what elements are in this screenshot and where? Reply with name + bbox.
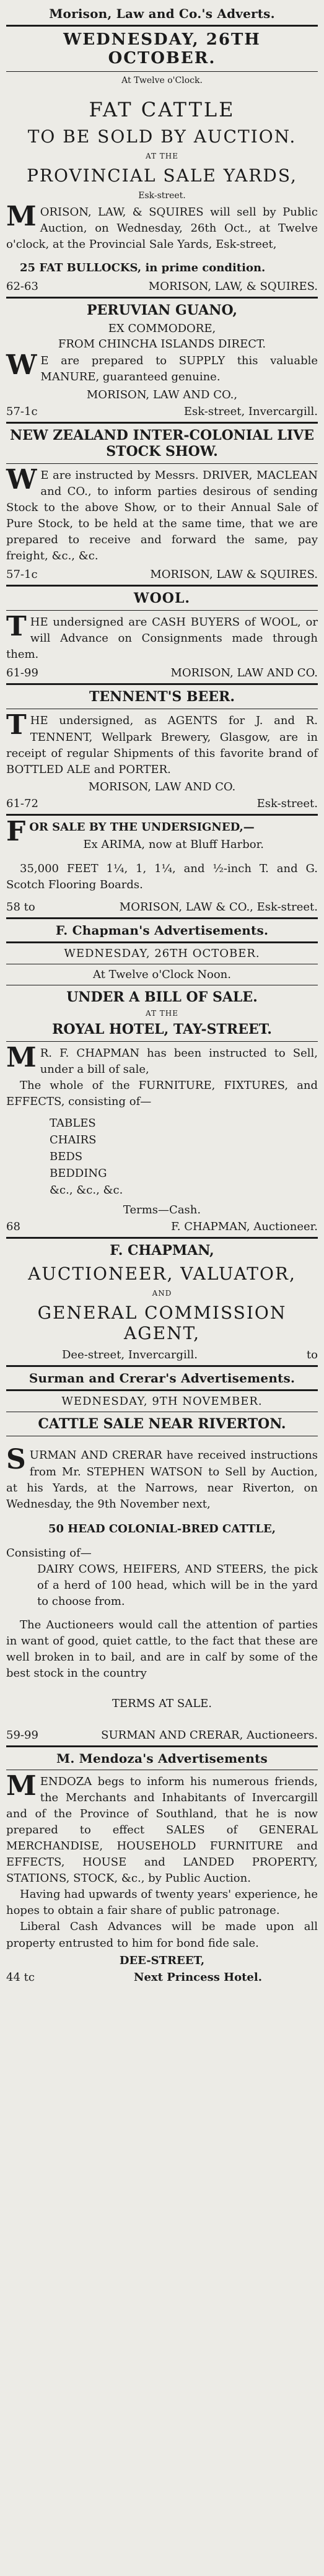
divider: [6, 941, 318, 943]
ad-body: 35,000 FEET 1¼, 1, 1¼, and ½-inch T. and G. Scotch Flooring Boards.: [6, 862, 318, 891]
ad-reference: 58 to: [6, 901, 35, 914]
ad-body: THE undersigned, as AGENTS for J. and R. TENNENT, Wellpark Brewery, Glasgow, are in receipt of regular Shipments of this favorite brand of BOTTLED ALE and PORTER.: [6, 709, 318, 776]
section-header: Morison, Law and Co.'s Adverts.: [49, 6, 275, 21]
ad-body-3: Liberal Cash Advances will be made upon all property entrusted to him for bond fide sale.: [6, 1920, 318, 1950]
divider: [6, 1389, 318, 1391]
auction-date: WEDNESDAY, 26TH OCTOBER.: [63, 30, 261, 68]
signature: F. CHAPMAN, Auctioneer.: [171, 1220, 318, 1234]
divider: [6, 683, 318, 685]
auction-date: WEDNESDAY, 26TH OCTOBER.: [64, 947, 260, 961]
ad-title: WOOL.: [133, 590, 191, 607]
section-header: Surman and Crerar's Advertisements.: [28, 1371, 296, 1386]
divider: [6, 463, 318, 464]
divider: [6, 1237, 318, 1239]
terms: TERMS AT SALE.: [112, 1696, 212, 1710]
ad-title: FAT CATTLE: [89, 98, 235, 121]
list-item: &c., &c., &c.: [50, 1184, 123, 1197]
divider: [6, 422, 318, 424]
signature-row: [6, 280, 318, 293]
divider: [6, 585, 318, 587]
ad-body: THE undersigned are CASH BUYERS of WOOL, or will Advance on Consignments made through them.: [6, 611, 318, 661]
ad-title: CATTLE SALE NEAR RIVERTON.: [38, 1416, 286, 1433]
lot-description: 25 FAT BULLOCKS, in prime condition.: [20, 261, 266, 275]
divider: [6, 71, 318, 72]
signature-row: [6, 666, 318, 679]
ad-subtitle: EX COMMODORE,: [108, 322, 216, 336]
street: Esk-street.: [138, 191, 186, 201]
ad-subtitle: FROM CHINCHA ISLANDS DIRECT.: [58, 338, 266, 351]
list-item: BEDS: [50, 1150, 83, 1164]
list-item: TABLES: [50, 1117, 96, 1130]
ad-body-2: The Auctioneers would call the attention of parties in want of good, quiet cattle, to the fact that these are well broken in to bail, and are in calf by some of the best stock in the country: [6, 1618, 318, 1680]
signature-row: [6, 901, 318, 914]
and-label: AND: [152, 1289, 172, 1298]
signature: MORISON, LAW AND CO.,: [86, 388, 238, 401]
signature-row: [6, 1729, 318, 1742]
ad-reference: 59-99: [6, 1728, 38, 1742]
ad-title: NEW ZEALAND INTER-COLONIAL LIVE STOCK SHOW.: [10, 427, 314, 460]
divider: [6, 25, 318, 27]
ship-line: Ex ARIMA, now at Bluff Harbor.: [83, 837, 264, 851]
ad-reference: 61-72: [6, 797, 38, 810]
signature: MORISON, LAW AND CO.: [170, 666, 318, 680]
ad-body: MENDOZA begs to inform his numerous friends, the Merchants and Inhabitants of Invercargill and of the Province of Southland, that he is now prepared to effect SALES of GENERAL MERCHANDISE, HOUSEHOLD FURNITURE and EFFECTS, HOUSE and LANDED PROPERTY, STATIONS, STOCK, &c., by Public Auction.: [6, 1770, 318, 1885]
ad-reference: 62-63: [6, 280, 38, 294]
at-the-label: AT THE: [145, 1009, 179, 1018]
item-list: [50, 1115, 318, 1198]
address: Esk-street, Invercargill.: [183, 404, 318, 418]
signature-row: [6, 568, 318, 581]
at-the-label: AT THE: [145, 152, 179, 160]
terms: Terms—Cash.: [123, 1203, 201, 1217]
section-header: F. Chapman's Advertisements.: [55, 923, 269, 938]
signature-row: [6, 1220, 318, 1233]
signature-row: [6, 797, 318, 810]
signature: MORISON, LAW & SQUIRES.: [150, 568, 318, 582]
stock-description: DAIRY COWS, HEIFERS, AND STEERS, the pick of a herd of 100 head, which will be in the yard to choose from.: [37, 1562, 318, 1609]
ad-reference: to: [306, 1348, 318, 1362]
ad-body: WE are prepared to SUPPLY this valuable MANURE, guaranteed genuine.: [6, 349, 318, 384]
address: Dee-street, Invercargill.: [62, 1348, 198, 1362]
divider: [6, 1041, 318, 1042]
ad-reference: 68: [6, 1220, 20, 1234]
ad-title: TENNENT'S BEER.: [89, 689, 235, 705]
divider: [6, 610, 318, 611]
location-note: Next Princess Hotel.: [134, 1970, 262, 1984]
signature: MORISON, LAW & CO., Esk-street.: [119, 901, 318, 914]
signature: MORISON, LAW, & SQUIRES.: [148, 280, 318, 294]
ad-body: MR. F. CHAPMAN has been instructed to Sell, under a bill of sale,: [6, 1042, 318, 1076]
ad-body-2: The whole of the FURNITURE, FIXTURES, and EFFECTS, consisting of—: [6, 1079, 318, 1109]
ad-subtitle: GENERAL COMMISSION AGENT,: [37, 1303, 287, 1344]
ad-title: UNDER A BILL OF SALE.: [66, 989, 258, 1006]
ad-subtitle: TO BE SOLD BY AUCTION.: [27, 126, 297, 147]
auction-time: At Twelve o'Clock Noon.: [93, 968, 231, 982]
lot-description: 50 HEAD COLONIAL-BRED CATTLE,: [48, 1522, 276, 1535]
ad-body: SURMAN AND CRERAR have received instructions from Mr. STEPHEN WATSON to Sell by Auction, at his Yards, at the Narrows, near Riverton, on Wednesday, the 9th November next,: [6, 1444, 318, 1511]
signature-row: [6, 405, 318, 418]
list-item: CHAIRS: [50, 1133, 97, 1147]
address: Esk-street.: [256, 797, 318, 810]
street: DEE-STREET,: [119, 1954, 205, 1967]
ad-title: FOR SALE BY THE UNDERSIGNED,—: [6, 815, 255, 847]
divider: [6, 1365, 318, 1367]
signature-row: [6, 1971, 318, 1984]
ad-title: F. CHAPMAN,: [110, 1242, 214, 1259]
divider: [6, 917, 318, 919]
signature: MORISON, LAW AND CO.: [88, 780, 236, 793]
auction-date: WEDNESDAY, 9TH NOVEMBER.: [61, 1395, 263, 1408]
ad-reference: 61-99: [6, 666, 38, 680]
ad-title: PERUVIAN GUANO,: [87, 302, 237, 319]
ad-body: MORISON, LAW, & SQUIRES will sell by Public Auction, on Wednesday, 26th Oct., at Twelve o'clock, at the Provincial Sale Yards, Esk-street,: [6, 201, 318, 251]
auction-time: At Twelve o'Clock.: [121, 76, 203, 85]
ad-body-2: Having had upwards of twenty years' experience, he hopes to obtain a fair share of public patronage.: [6, 1888, 318, 1918]
signature-row: [6, 1348, 318, 1361]
divider: [6, 1745, 318, 1747]
venue: ROYAL HOTEL, TAY-STREET.: [52, 1021, 272, 1038]
consisting-label: Consisting of—: [6, 1546, 92, 1560]
ad-subtitle: AUCTIONEER, VALUATOR,: [28, 1264, 296, 1285]
section-header: M. Mendoza's Advertisements: [56, 1750, 268, 1766]
signature: SURMAN AND CRERAR, Auctioneers.: [101, 1728, 318, 1742]
ad-reference: 57-1c: [6, 568, 38, 582]
divider: [6, 814, 318, 816]
ad-body: WE are instructed by Messrs. DRIVER, MACLEAN and CO., to inform parties desirous of sending Stock to the above Show, or to their Annual Sale of Pure Stock, to be held at the same time, that we are prepared to receive and forward the same, pay freight, &c., &c.: [6, 463, 318, 563]
venue: PROVINCIAL SALE YARDS,: [27, 165, 297, 186]
ad-reference: 44 tc: [6, 1970, 35, 1984]
ad-reference: 57-1c: [6, 404, 38, 418]
divider: [6, 297, 318, 299]
list-item: BEDDING: [50, 1167, 107, 1181]
